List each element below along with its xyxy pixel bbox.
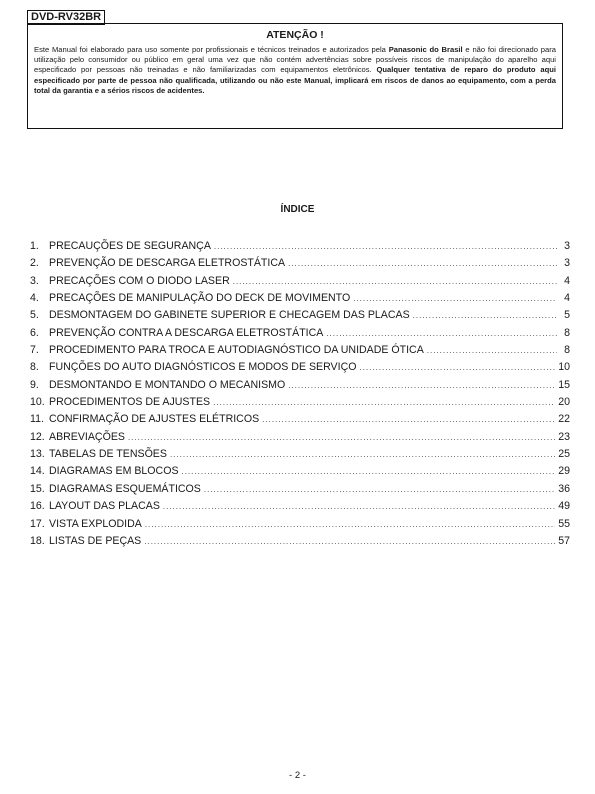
toc-entry [30,344,570,361]
toc-entry [30,413,570,430]
toc-dot-leader [170,450,555,459]
warning-text [34,45,556,96]
toc-entry [30,483,570,500]
toc-entry-label: PROCEDIMENTOS DE AJUSTES [49,396,211,409]
toc-dot-leader [233,277,557,286]
toc-entry-label: DESMONTAGEM DO GABINETE SUPERIOR E CHECAGEM DAS PLACAS [49,309,410,322]
toc-entry-number: 12. [30,430,45,443]
toc-entry-label: PREVENÇÃO CONTRA A DESCARGA ELETROSTÁTICA [49,326,324,339]
toc-entry-page: 15 [558,378,570,391]
toc-dot-leader [427,346,557,355]
toc-entry-page: 8 [564,344,570,357]
toc-entry-label: VISTA EXPLODIDA [49,517,142,530]
toc-entry [30,257,570,274]
toc-dot-leader [262,415,555,424]
toc-entry-label: CONFIRMAÇÃO DE AJUSTES ELÉTRICOS [49,413,260,426]
toc-entry [30,309,570,326]
toc-dot-leader [182,467,556,476]
toc-entry-page: 4 [564,292,570,305]
index-title: ÍNDICE [280,204,315,215]
toc-entry [30,396,570,413]
toc-dot-leader [145,520,555,529]
toc-entry-page: 36 [558,482,570,495]
warning-text-part2: e não foi direcionado para utilização pelo consumidor ou público em geral uma vez que não contém advertências sobre possíveis riscos de manipulação do aparelho aqui especificado por pessoas não treinadas e não familiarizadas com equipamentos eletrônicos. [34,45,556,75]
model-label: DVD-RV32BR [27,10,105,25]
toc-entry-number: 14. [30,465,45,478]
warning-text-part1: Este Manual foi elaborado para uso somente por profissionais e técnicos treinados e autorizados pela [34,45,389,54]
toc-dot-leader [144,537,555,546]
toc-dot-leader [288,381,555,390]
toc-entry-page: 22 [558,413,570,426]
toc-entry-number: 18. [30,534,45,547]
warning-box [27,23,563,129]
toc-entry-number: 17. [30,517,45,530]
toc-entry [30,431,570,448]
toc-entry-number: 5. [30,309,39,322]
page-number: - 2 - [289,770,306,781]
toc-entry [30,275,570,292]
toc-entry-label: PROCEDIMENTO PARA TROCA E AUTODIAGNÓSTICO DA UNIDADE ÓTICA [49,344,424,357]
toc-entry [30,535,570,552]
toc-entry [30,518,570,535]
toc-entry [30,240,570,257]
toc-entry-number: 11. [30,413,44,426]
toc-entry-label: PREVENÇÃO DE DESCARGA ELETROSTÁTICA [49,257,286,270]
toc-entry-page: 10 [558,361,570,374]
toc-entry-label: LAYOUT DAS PLACAS [49,500,160,513]
toc-dot-leader [213,398,555,407]
toc-entry-page: 4 [564,274,570,287]
warning-bold-text: Qualquer tentativa de reparo do produto aqui especificado por parte de pessoa não qualificada, utilizando ou não este Manual, implicará em riscos de danos ao equipamento, com a perda total da garantia e a sérios riscos de acidentes. [34,65,556,95]
toc-entry-label: PRECAÇÕES DE MANIPULAÇÃO DO DECK DE MOVIMENTO [49,292,351,305]
toc-entry-number: 15. [30,482,45,495]
toc-entry-label: LISTAS DE PEÇAS [49,534,142,547]
toc-entry-label: DESMONTANDO E MONTANDO O MECANISMO [49,378,286,391]
warning-brand: Panasonic do Brasil [388,45,463,54]
toc-entry-label: DIAGRAMAS EM BLOCOS [49,465,179,478]
toc-entry-label: DIAGRAMAS ESQUEMÁTICOS [49,482,201,495]
toc-entry-page: 8 [564,326,570,339]
toc-entry-number: 2. [30,257,39,270]
toc-entry [30,379,570,396]
toc-entry-page: 49 [558,500,570,513]
toc-entry-page: 25 [558,448,570,461]
toc-entry-label: PRECAUÇÕES DE SEGURANÇA [49,240,211,252]
toc-entry-label: PRECAÇÕES COM O DIODO LASER [49,274,230,287]
toc-entry-page: 3 [564,240,570,252]
toc-entry-label: TABELAS DE TENSÕES [49,448,167,461]
toc-entry [30,448,570,465]
toc-entry-label: FUNÇÕES DO AUTO DIAGNÓSTICOS E MODOS DE SERVIÇO [49,361,357,374]
warning-title: ATENÇÃO ! [266,29,324,41]
toc-entry-number: 3. [30,274,39,287]
toc-entry-number: 16. [30,500,45,513]
toc-entry [30,465,570,482]
toc-entry-number: 9. [30,378,39,391]
toc-entry-label: ABREVIAÇÕES [49,430,125,443]
toc-entry-page: 23 [558,430,570,443]
toc-dot-leader [204,485,555,494]
toc-entry-number: 13. [30,448,45,461]
toc-entry-page: 3 [564,257,570,270]
toc-entry-number: 4. [30,292,39,305]
toc-entry-number: 6. [30,326,39,339]
toc-entry-page: 5 [564,309,570,322]
toc-entry-number: 1. [30,240,39,252]
toc-dot-leader [128,433,555,442]
table-of-contents [30,240,570,552]
toc-entry-page: 57 [558,534,570,547]
toc-entry [30,361,570,378]
toc-dot-leader [326,329,557,338]
toc-dot-leader [163,502,555,511]
toc-entry-page: 29 [558,465,570,478]
toc-entry [30,292,570,309]
toc-entry-page: 55 [558,517,570,530]
toc-dot-leader [359,363,555,372]
toc-dot-leader [413,311,557,320]
toc-dot-leader [214,242,557,251]
toc-entry-number: 7. [30,344,39,357]
toc-entry [30,327,570,344]
toc-entry-number: 10. [30,396,45,409]
toc-entry-page: 20 [558,396,570,409]
toc-entry-number: 8. [30,361,39,374]
toc-entry [30,500,570,517]
toc-dot-leader [288,259,557,268]
toc-dot-leader [353,294,557,303]
